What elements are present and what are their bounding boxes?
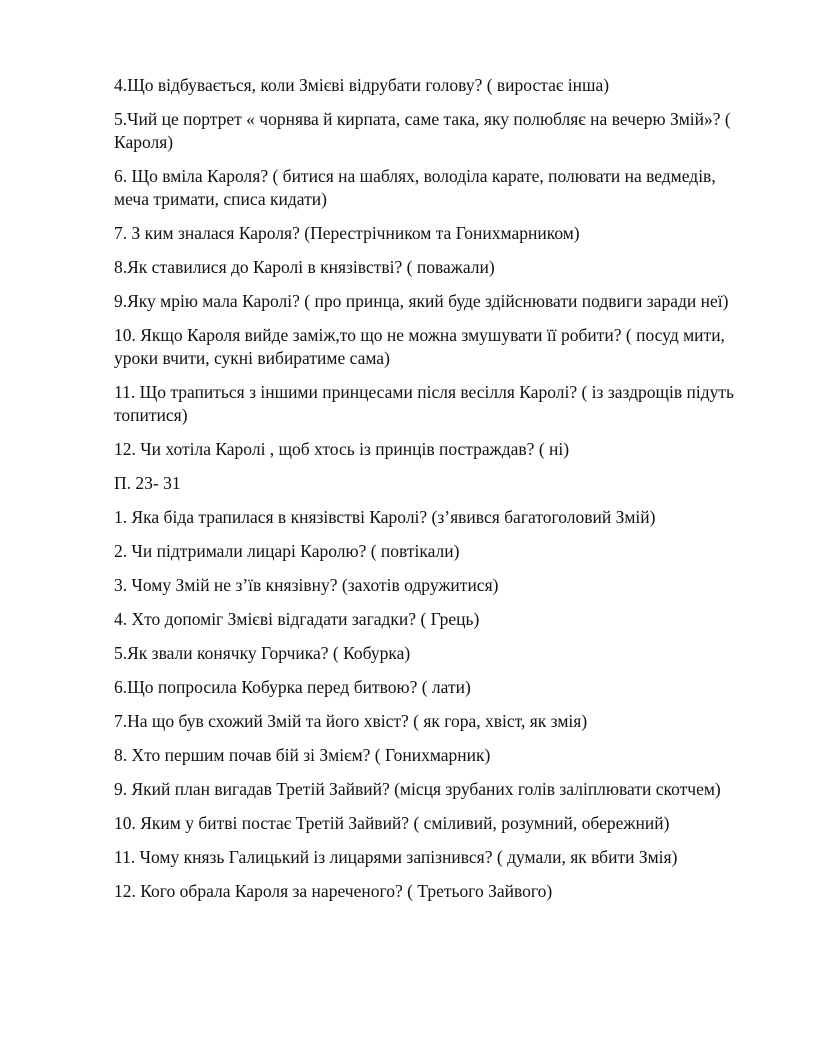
question-5-portrait: 5.Чий це портрет « чорнява й кирпата, саме така, яку полюбляє на вечерю Змій»? ( Кароля) bbox=[114, 109, 731, 152]
question-10-marriage: 10. Якщо Кароля вийде заміж,то що не можна змушувати її робити? ( посуд мити, уроки вчити, сукні вибиратиме сама) bbox=[114, 325, 725, 368]
question-2-knights: 2. Чи підтримали лицарі Каролю? ( повтікали) bbox=[114, 541, 460, 561]
question-10-battle: 10. Яким у битві постає Третій Зайвий? ( сміливий, розумний, обережний) bbox=[114, 813, 670, 833]
question-5-horse: 5.Як звали конячку Горчика? ( Кобурка) bbox=[114, 643, 411, 663]
question-11-princesses: 11. Що трапиться з іншими принцесами після весілля Каролі? ( із заздрощів підуть топитися) bbox=[114, 382, 734, 425]
question-4-riddles: 4. Хто допоміг Змієві відгадати загадки? ( Грець) bbox=[114, 609, 480, 629]
question-12-groom: 12. Кого обрала Кароля за нареченого? ( Третього Зайвого) bbox=[114, 881, 553, 901]
question-7-acquaintances: 7. З ким зналася Кароля? (Перестрічником та Гонихмарником) bbox=[114, 223, 580, 243]
question-4-regrow-head: 4.Що відбувається, коли Змієві відрубати голову? ( виростає інша) bbox=[114, 75, 610, 95]
question-1-trouble: 1. Яка біда трапилася в князівстві Каролі? (з’явився багатоголовий Змій) bbox=[114, 507, 656, 527]
question-6-skills: 6. Що вміла Кароля? ( битися на шаблях, володіла карате, полювати на ведмедів, меча тримати, списа кидати) bbox=[114, 166, 716, 209]
question-11-prince-late: 11. Чому князь Галицький із лицарями запізнився? ( думали, як вбити Змія) bbox=[114, 847, 678, 867]
question-8-attitude: 8.Як ставилися до Каролі в князівстві? ( поважали) bbox=[114, 257, 495, 277]
section-heading: П. 23- 31 bbox=[114, 473, 181, 493]
question-12-harm: 12. Чи хотіла Каролі , щоб хтось із принців постраждав? ( ні) bbox=[114, 439, 570, 459]
document-body bbox=[114, 74, 734, 914]
question-8-first-fight: 8. Хто першим почав бій зі Змієм? ( Гонихмарник) bbox=[114, 745, 491, 765]
question-7-dragon-look: 7.На що був схожий Змій та його хвіст? ( як гора, хвіст, як змія) bbox=[114, 711, 588, 731]
question-9-dream: 9.Яку мрію мала Каролі? ( про принца, який буде здійснювати подвиги заради неї) bbox=[114, 291, 729, 311]
question-3-dragon: 3. Чому Змій не з’їв князівну? (захотів одружитися) bbox=[114, 575, 499, 595]
question-9-plan: 9. Який план вигадав Третій Зайвий? (місця зрубаних голів заліплювати скотчем) bbox=[114, 779, 721, 799]
question-6-armor: 6.Що попросила Кобурка перед битвою? ( лати) bbox=[114, 677, 471, 697]
